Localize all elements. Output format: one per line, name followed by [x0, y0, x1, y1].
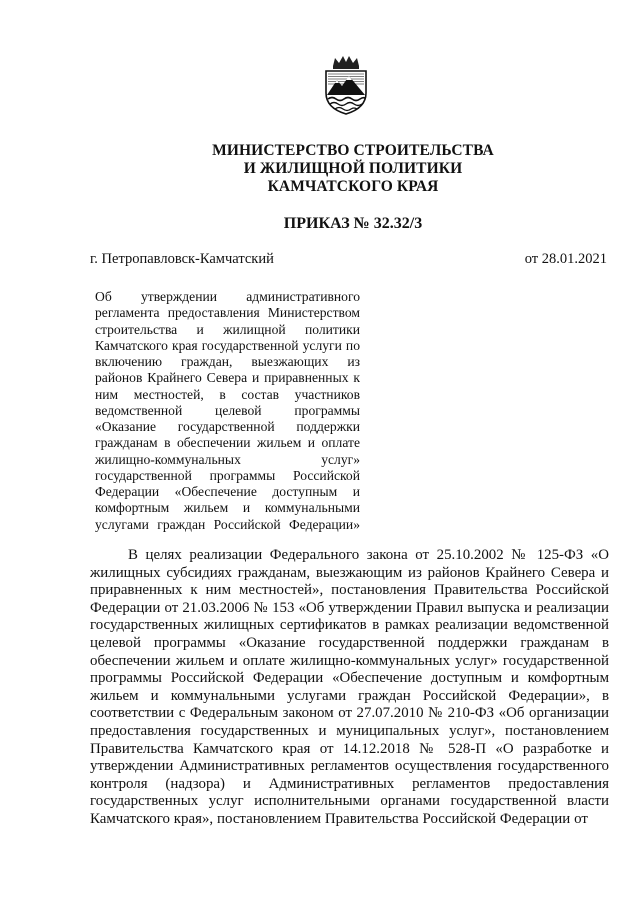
ministry-name — [0, 142, 640, 196]
ministry-line: МИНИСТЕРСТВО СТРОИТЕЛЬСТВА — [212, 142, 494, 159]
order-title: ПРИКАЗ № 32.32/3 — [283, 215, 423, 232]
order-subject: Об утверждении административного регламента предоставления Министерством строительства и жилищной политики Камчатского края государственной услуги по включению граждан, выезжающих из районов Крайнего Севера и приравненных к ним местностей, в состав участников ведомственной целевой программы «Оказание государственной поддержки гражданам в обеспечении жильем и оплате жилищно-коммунальных услуг» государственной программы Российской Федерации «Обеспечение доступным и комфортным жильем и коммунальными услугами граждан Российской Федерации» — [95, 289, 360, 532]
order-date: от 28.01.2021 — [524, 251, 607, 267]
body-paragraph: В целях реализации Федерального закона от 25.10.2002 № 125-ФЗ «О жилищных субсидиях гражданам, выезжающим из районов Крайнего Севера и приравненных к ним местностей», постановления Правительства Российской Федерации от 21.03.2006 № 153 «Об утверждении Правил выпуска и реализации государственных жилищных сертификатов в рамках реализации ведомственной целевой программы «Оказание государственной поддержки гражданам в обеспечении жильем и оплате жилищно-коммунальных услуг» государственной программы Российской Федерации «Обеспечение доступным и комфортным жильем и коммунальными услугами граждан Российской Федерации», в соответствии с Федеральным законом от 27.07.2010 № 210-ФЗ «Об организации предоставления государственных и муниципальных услуг», постановлением Правительства Камчатского края от 14.12.2018 № 528-П «О разработке и утверждении Административных регламентов осуществления государственного контроля (надзора) и Административных регламентов предоставления государственных услуг исполнительными органами государственной власти Камчатского края», постановлением Правительства Российской Федерации от — [90, 547, 609, 827]
ministry-line: КАМЧАТСКОГО КРАЯ — [267, 178, 439, 195]
kamchatka-coat-of-arms-icon — [320, 55, 372, 115]
order-place: г. Петропавловск-Камчатский — [90, 251, 274, 267]
ministry-line: И ЖИЛИЩНОЙ ПОЛИТИКИ — [243, 160, 463, 177]
